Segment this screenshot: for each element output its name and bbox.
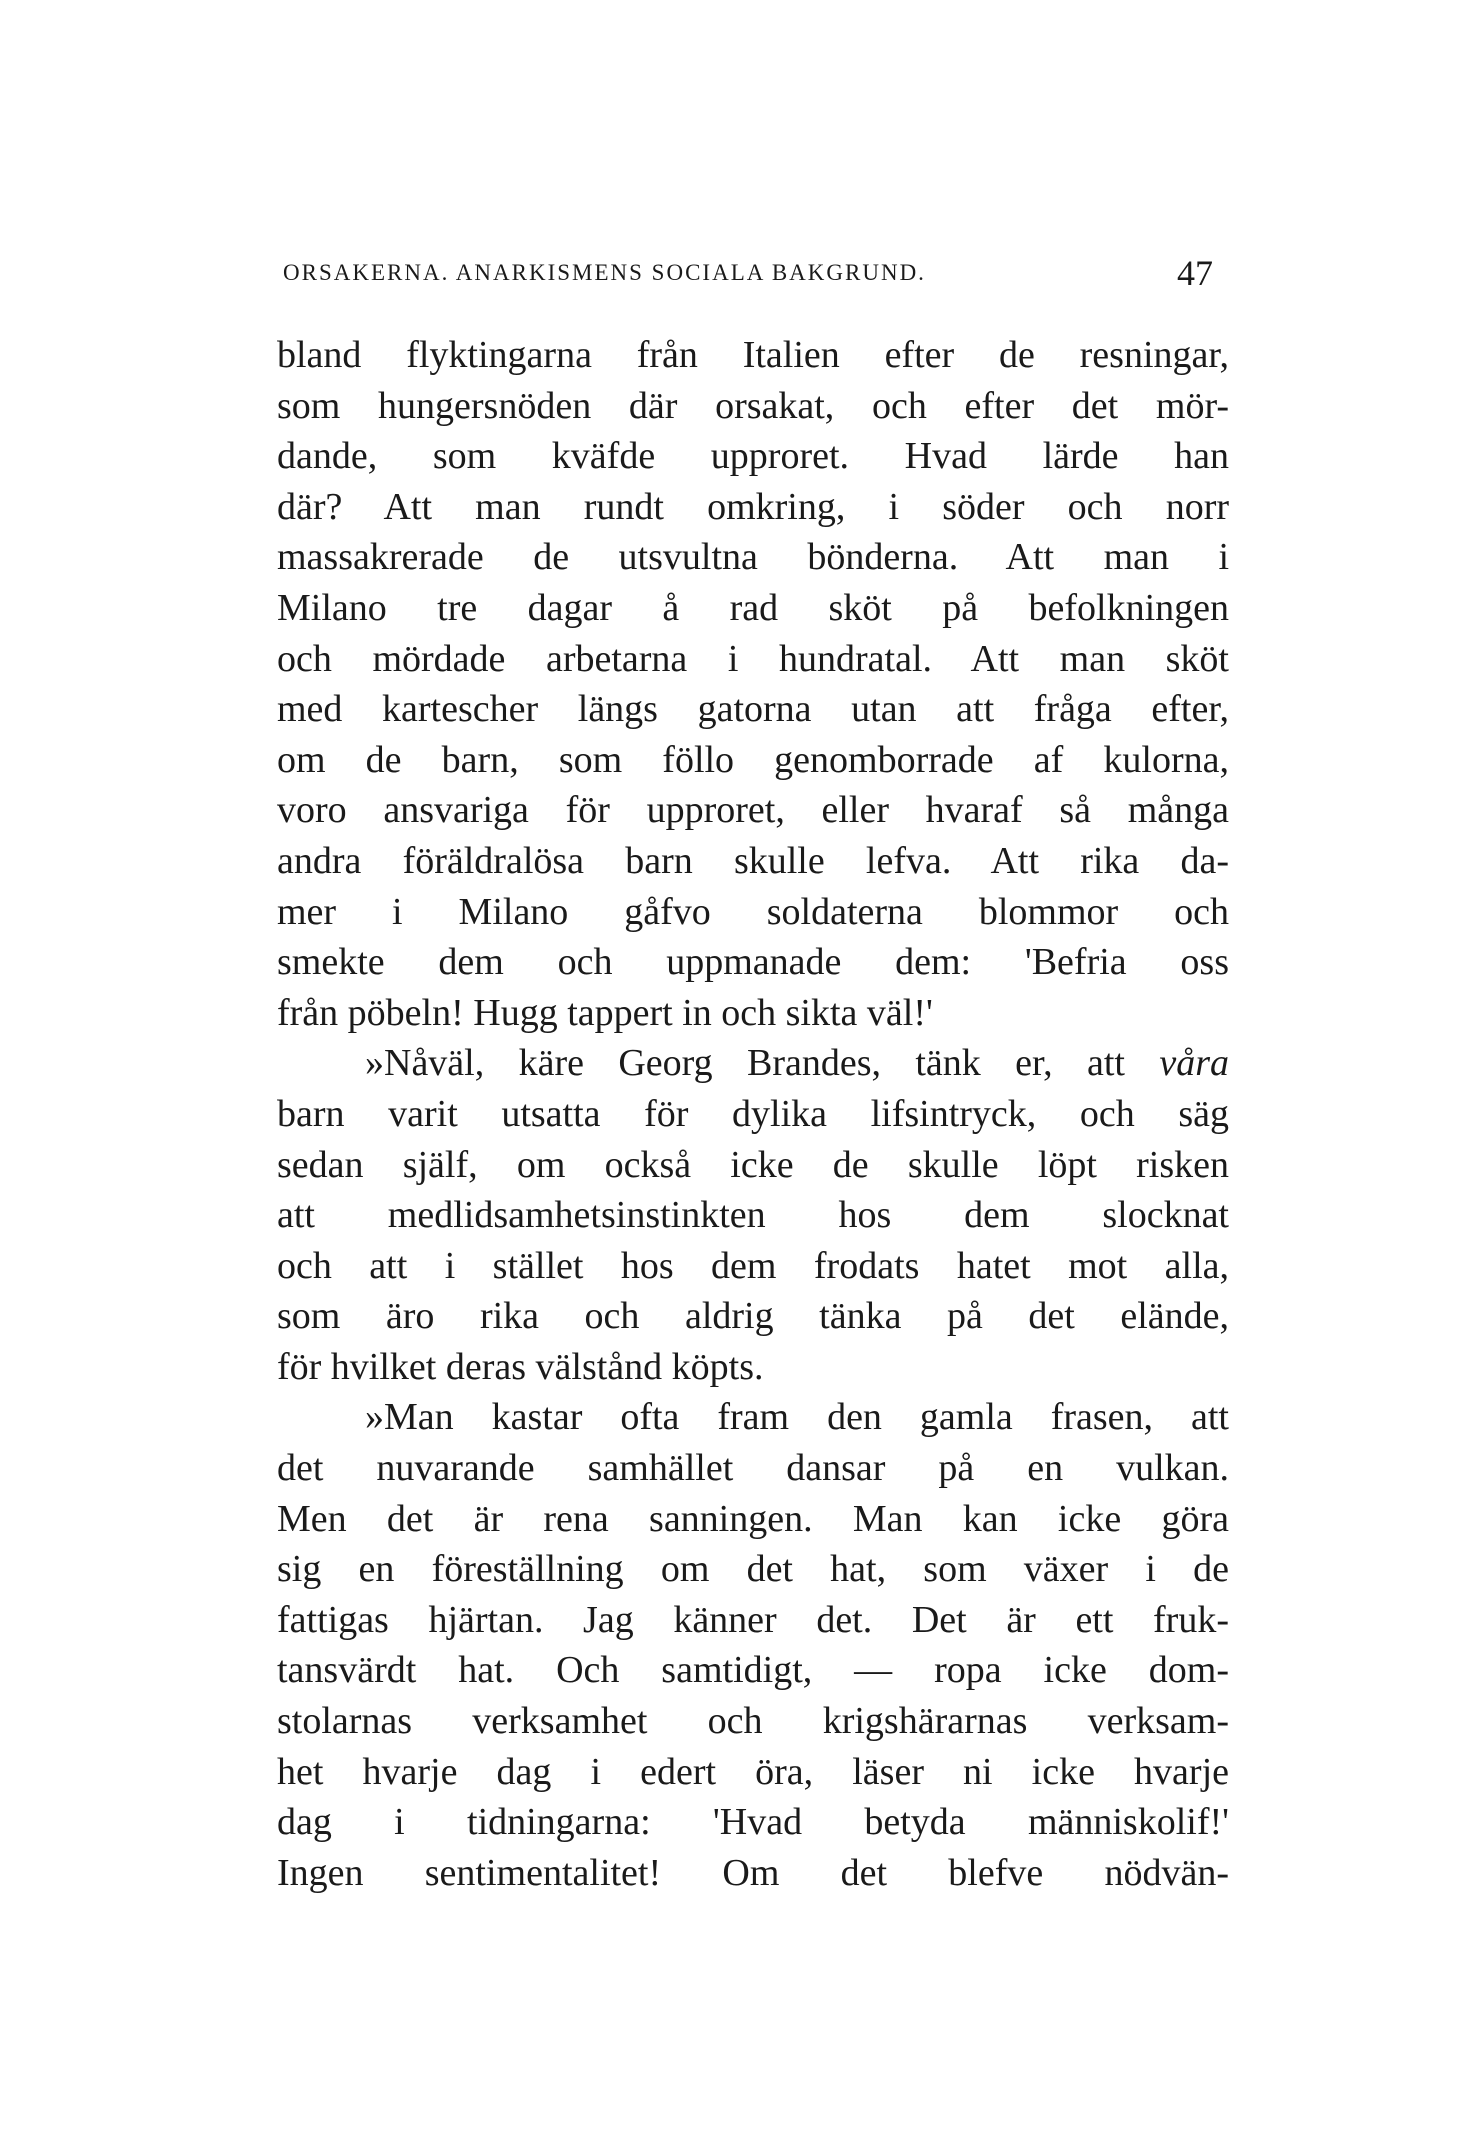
text-line: dag i tidningarna: 'Hvad betyda människolif!' <box>277 1801 1229 1844</box>
body-text <box>277 330 1229 1898</box>
text-line: smekte dem och uppmanade dem: 'Befria oss <box>277 941 1229 984</box>
text-line: att medlidsamhetsinstinkten hos dem slocknat <box>277 1194 1229 1237</box>
text-line: som hungersnöden där orsakat, och efter det mör- <box>277 384 1229 427</box>
text-line: och att i stället hos dem frodats hatet mot alla, <box>277 1244 1229 1287</box>
page-number: 47 <box>1177 253 1213 293</box>
italic-word: våra <box>1159 1042 1229 1085</box>
text-line: dande, som kväfde upproret. Hvad lärde han <box>277 435 1229 478</box>
text-line: och mördade arbetarna i hundratal. Att man sköt <box>277 637 1229 680</box>
text-line: med kartescher längs gatorna utan att fråga efter, <box>277 688 1229 731</box>
text-line: sig en föreställning om det hat, som växer i de <box>277 1548 1229 1591</box>
running-title: ORSAKERNA. ANARKISMENS SOCIALA BAKGRUND. <box>283 260 926 285</box>
text-line: från pöbeln! Hugg tappert in och sikta väl!' <box>277 991 933 1034</box>
text-line-with-italic <box>277 1038 1229 1089</box>
text-line: Men det är rena sanningen. Man kan icke göra <box>277 1497 1229 1540</box>
text-line: mer i Milano gåfvo soldaterna blommor och <box>277 890 1229 933</box>
text-line: andra föräldralösa barn skulle lefva. Att rika da- <box>277 839 1229 882</box>
text-line: för hvilket deras välstånd köpts. <box>277 1345 764 1388</box>
text-line: »Man kastar ofta fram den gamla frasen, att <box>365 1396 1229 1439</box>
text-line: voro ansvariga för upproret, eller hvaraf så många <box>277 789 1229 832</box>
text-line: stolarnas verksamhet och krigshärarnas verksam- <box>277 1700 1229 1743</box>
text-line: som äro rika och aldrig tänka på det elände, <box>277 1295 1229 1338</box>
text-line: det nuvarande samhället dansar på en vulkan. <box>277 1447 1229 1490</box>
text-line: bland flyktingarna från Italien efter de resningar, <box>277 334 1229 376</box>
text-line: sedan själf, om också icke de skulle löpt risken <box>277 1143 1229 1186</box>
text-line: Milano tre dagar å rad sköt på befolkningen <box>277 586 1229 629</box>
text-line: het hvarje dag i edert öra, läser ni icke hvarje <box>277 1750 1229 1793</box>
text-line: där? Att man rundt omkring, i söder och norr <box>277 485 1229 528</box>
text-line: barn varit utsatta för dylika lifsintryck, och säg <box>277 1092 1229 1135</box>
text-line: Ingen sentimentalitet! Om det blefve nödvän- <box>277 1851 1229 1894</box>
text-line: fattigas hjärtan. Jag känner det. Det är ett fruk- <box>277 1598 1229 1641</box>
text-line: massakrerade de utsvultna bönderna. Att man i <box>277 536 1229 579</box>
text-line: om de barn, som föllo genomborrade af kulorna, <box>277 738 1229 781</box>
running-head <box>283 252 1213 292</box>
line-text: »Nåväl, käre Georg Brandes, tänk er, att <box>365 1042 1125 1085</box>
text-line: tansvärdt hat. Och samtidigt, — ropa icke dom- <box>277 1649 1229 1692</box>
